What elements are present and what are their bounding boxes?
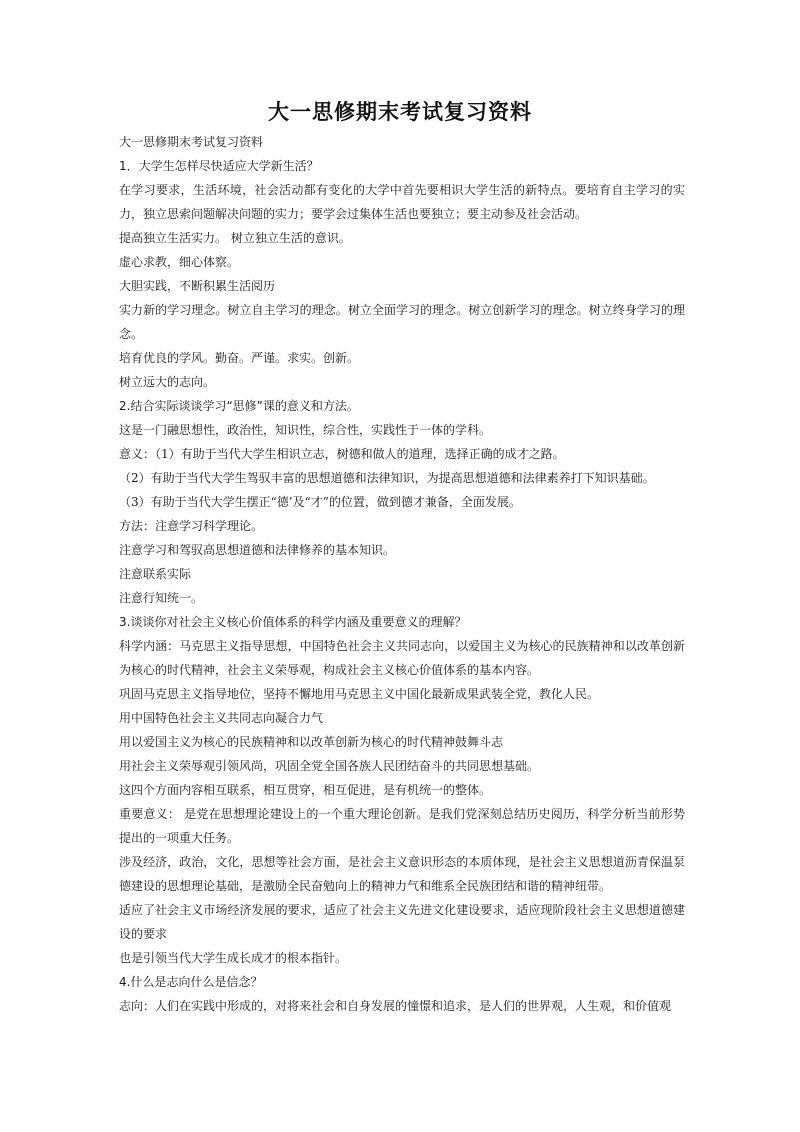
document-title: 大一思修期末考试复习资料 [268, 100, 532, 124]
paragraph: 也是引领当代大学生成长成才的根本指针。 [119, 951, 348, 965]
question-heading: 1．大学生怎样尽快适应大学新生活？ [119, 159, 319, 173]
paragraph: 大胆实践，不断积累生活阅历 [119, 279, 276, 293]
paragraph: 大一思修期末考试复习资料 [119, 135, 264, 149]
paragraph: 用以爱国主义为核心的民族精神和以改革创新为核心的时代精神鼓舞斗志 [119, 735, 504, 749]
paragraph: 在学习要求，生活环境，社会活动都有变化的大学中首先要相识大学生活的新特点。要培育自主学习的实力，独立思索问题解决问题的实力；要学会过集体生活也要独立；要主动参及社会活动。 [119, 183, 685, 221]
paragraph: 重要意义： 是党在思想理论建设上的一个重大理论创新。是我们党深刻总结历史阅历，科学分析当前形势提出的一项重大任务。 [119, 807, 685, 845]
paragraph: 方法：注意学习科学理论。 [119, 519, 264, 533]
paragraph: 提高独立生活实力。 树立独立生活的意识。 [119, 231, 351, 245]
paragraph: 意义：（1）有助于当代大学生相识立志，树德和做人的道理，选择正确的成才之路。 [119, 447, 565, 461]
question-heading: 4.什么是志向什么是信念？ [119, 975, 263, 989]
paragraph: 涉及经济，政治，文化，思想等社会方面，是社会主义意识形态的本质体现，是社会主义思想道沥青保温泵德建设的思想理论基础，是激励全民奋勉向上的精神力气和维系全民族团结和谐的精神纽带。 [119, 855, 685, 893]
paragraph: 注意联系实际 [119, 567, 192, 581]
paragraph: 注意行知统一。 [119, 591, 204, 605]
document-body [119, 130, 685, 1018]
paragraph: 注意学习和驾驭高思想道德和法律修养的基本知识。 [119, 543, 396, 557]
paragraph: 这四个方面内容相互联系，相互贯穿，相互促进，是有机统一的整体。 [119, 783, 492, 797]
paragraph: 这是一门融思想性，政治性，知识性，综合性，实践性于一体的学科。 [119, 423, 492, 437]
paragraph: 用中国特色社会主义共同志向凝合力气 [119, 711, 324, 725]
paragraph: 适应了社会主义市场经济发展的要求，适应了社会主义先进文化建设要求，适应现阶段社会主义思想道德建设的要求 [119, 903, 685, 941]
paragraph: 树立远大的志向。 [119, 375, 216, 389]
paragraph: 志向：人们在实践中形成的，对将来社会和自身发展的憧憬和追求，是人们的世界观，人生观，和价值观 [119, 999, 672, 1013]
paragraph: 培育优良的学风。勤奋。严谨。求实。创新。 [119, 351, 360, 365]
question-heading: 3.谈谈你对社会主义核心价值体系的科学内涵及重要意义的理解？ [119, 615, 467, 629]
paragraph: 用社会主义荣辱观引领风尚，巩固全党全国各族人民团结奋斗的共同思想基础。 [119, 759, 540, 773]
paragraph: （3）有助于当代大学生摆正“德’及“才”的位置，做到德才兼备，全面发展。 [119, 495, 521, 509]
paragraph: 科学内涵：马克思主义指导思想，中国特色社会主义共同志向，以爱国主义为核心的民族精神和以改革创新为核心的时代精神，社会主义荣辱观，构成社会主义核心价值体系的基本内容。 [119, 639, 685, 677]
paragraph: 虚心求教，细心体察。 [119, 255, 240, 269]
question-heading: 2.结合实际谈谈学习“思修”课的意义和方法。 [119, 399, 359, 413]
paragraph: 巩固马克思主义指导地位，坚持不懈地用马克思主义中国化最新成果武装全党，教化人民。 [119, 687, 600, 701]
paragraph: 实力新的学习理念。树立自主学习的理念。树立全面学习的理念。树立创新学习的理念。树立终身学习的理念。 [119, 303, 685, 341]
paragraph: （2）有助于当代大学生驾驭丰富的思想道德和法律知识，为提高思想道德和法律素养打下知识基础。 [119, 471, 655, 485]
